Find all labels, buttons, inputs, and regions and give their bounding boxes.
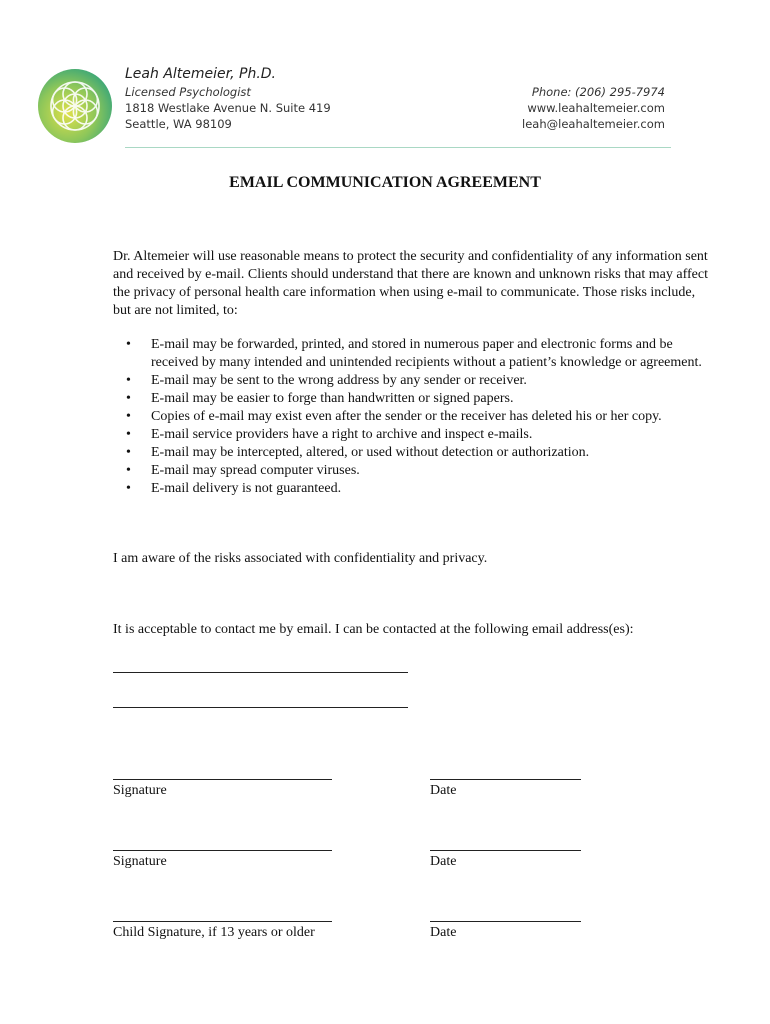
risks-list: [113, 336, 713, 498]
signature-label-1: Signature: [113, 783, 167, 798]
date-line-2[interactable]: [430, 850, 581, 851]
signature-line-2[interactable]: [113, 850, 332, 851]
signature-line-1[interactable]: [113, 779, 332, 780]
intro-paragraph: Dr. Altemeier will use reasonable means to protect the security and confidentiality of any information sent and received by e-mail. Clients should understand that there are known and unknown risks that may affect the privacy of personal health care information when using e-mail to communicate. Those risks include, but are not limited, to:: [113, 249, 708, 318]
list-item: • Copies of e-mail may exist even after the sender or the receiver has deleted his or her copy.: [113, 408, 713, 426]
date-line-3[interactable]: [430, 921, 581, 922]
contact-statement: It is acceptable to contact me by email. I can be contacted at the following email address(es):: [113, 622, 634, 637]
list-item: • E-mail may spread computer viruses.: [113, 462, 713, 480]
header-divider: [125, 147, 671, 148]
awareness-statement: I am aware of the risks associated with confidentiality and privacy.: [113, 551, 488, 566]
website-link[interactable]: www.leahaltemeier.com: [527, 101, 665, 115]
date-line-1[interactable]: [430, 779, 581, 780]
list-item: • E-mail may be easier to forge than handwritten or signed papers.: [113, 390, 713, 408]
document-title: EMAIL COMMUNICATION AGREEMENT: [229, 174, 541, 191]
practitioner-name: Leah Altemeier, Ph.D.: [125, 66, 277, 82]
list-item: • E-mail may be forwarded, printed, and stored in numerous paper and electronic forms and be received by many intended and unintended recipients without a patient’s knowledge or agreement.: [113, 336, 713, 372]
address-line-1: 1818 Westlake Avenue N. Suite 419: [125, 101, 331, 115]
email-address-line-2[interactable]: [113, 707, 408, 708]
list-item: • E-mail may be sent to the wrong address by any sender or receiver.: [113, 372, 713, 390]
list-item: • E-mail may be intercepted, altered, or used without detection or authorization.: [113, 444, 713, 462]
signature-label-2: Signature: [113, 854, 167, 869]
phone-number: Phone: (206) 295-7974: [531, 85, 665, 99]
email-link[interactable]: leah@leahaltemeier.com: [522, 117, 665, 131]
list-item: • E-mail delivery is not guaranteed.: [113, 480, 713, 498]
child-signature-line[interactable]: [113, 921, 332, 922]
practitioner-title: Licensed Psychologist: [125, 85, 251, 99]
list-item: • E-mail service providers have a right to archive and inspect e-mails.: [113, 426, 713, 444]
address-line-2: Seattle, WA 98109: [125, 117, 232, 131]
flower-of-life-logo: [37, 68, 113, 144]
child-signature-label: Child Signature, if 13 years or older: [113, 925, 315, 940]
date-label-2: Date: [430, 854, 457, 869]
date-label-1: Date: [430, 783, 457, 798]
date-label-3: Date: [430, 925, 457, 940]
email-address-line-1[interactable]: [113, 672, 408, 673]
